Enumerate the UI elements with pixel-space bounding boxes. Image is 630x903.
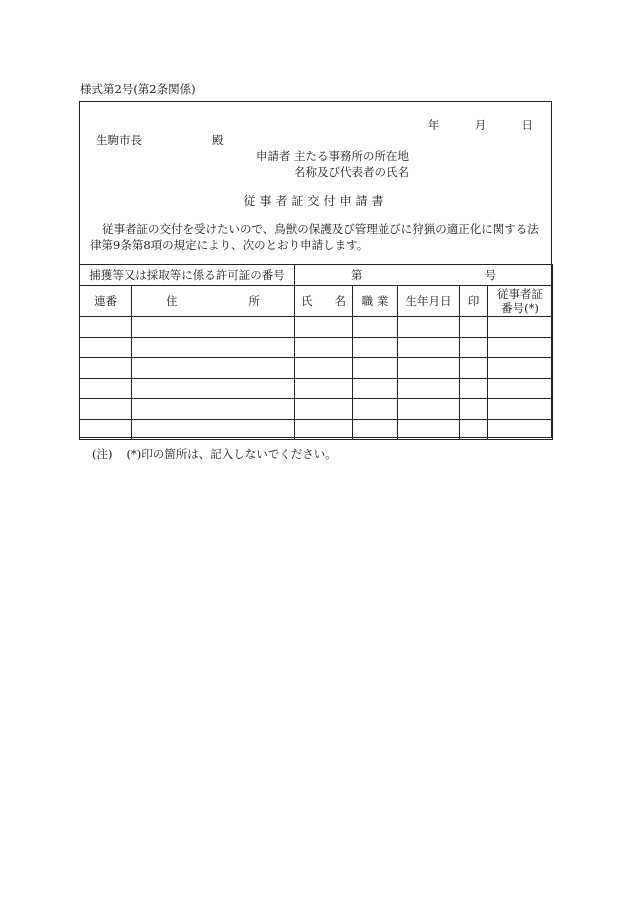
- header-name-char-2: 名: [334, 294, 346, 308]
- date-month-label: 月: [474, 118, 487, 132]
- cell-birthdate[interactable]: [398, 337, 460, 358]
- cell-seal[interactable]: [460, 378, 488, 399]
- applicant-label: 申請者: [256, 149, 291, 163]
- permit-number-label: 捕獲等又は採取等に係る許可証の番号: [80, 265, 295, 286]
- permit-number-prefix: 第: [351, 268, 363, 282]
- cell-address[interactable]: [132, 399, 295, 420]
- header-certificate-number-line-1: 従事者証: [497, 287, 544, 301]
- cell-name[interactable]: [295, 358, 353, 379]
- cell-birthdate[interactable]: [398, 358, 460, 379]
- permit-number-field[interactable]: [295, 265, 553, 286]
- cell-address[interactable]: [132, 337, 295, 358]
- header-certificate-number: [488, 286, 553, 317]
- table-row: [80, 317, 553, 338]
- footnote: [92, 446, 337, 462]
- cell-certificate-number: [488, 317, 553, 338]
- table-row: [80, 358, 553, 379]
- table-body: [80, 317, 553, 440]
- cell-occupation[interactable]: [353, 337, 398, 358]
- date-year-label: 年: [427, 118, 440, 132]
- cell-occupation[interactable]: [353, 399, 398, 420]
- header-address-char-2: 所: [248, 294, 260, 308]
- table-row: [80, 399, 553, 420]
- header-occupation: 職 業: [353, 286, 398, 317]
- cell-occupation[interactable]: [353, 419, 398, 440]
- cell-certificate-number: [488, 399, 553, 420]
- cell-serial[interactable]: [80, 419, 132, 440]
- header-address-char-1: 住: [166, 294, 178, 308]
- footnote-label: (注): [92, 447, 113, 461]
- cell-certificate-number: [488, 337, 553, 358]
- cell-serial[interactable]: [80, 317, 132, 338]
- cell-address[interactable]: [132, 358, 295, 379]
- cell-birthdate[interactable]: [398, 378, 460, 399]
- applicant-office-address-label: 主たる事務所の所在地: [294, 149, 409, 163]
- permit-number-row: [80, 265, 553, 286]
- cell-certificate-number: [488, 378, 553, 399]
- cell-seal[interactable]: [460, 337, 488, 358]
- addressee-name: 生駒市長: [96, 133, 142, 147]
- addressee-honorific: 殿: [212, 133, 224, 147]
- applicant-representative-label: 名称及び代表者の氏名: [294, 165, 409, 179]
- applicant-block: [256, 148, 409, 180]
- table-row: [80, 419, 553, 440]
- cell-occupation[interactable]: [353, 358, 398, 379]
- cell-seal[interactable]: [460, 317, 488, 338]
- header-certificate-number-line-2: 番号(*): [501, 301, 539, 315]
- table-header-row: [80, 286, 553, 317]
- cell-address[interactable]: [132, 419, 295, 440]
- cell-certificate-number: [488, 419, 553, 440]
- table-row: [80, 337, 553, 358]
- addressee-line: [96, 132, 224, 148]
- cell-serial[interactable]: [80, 378, 132, 399]
- header-name-char-1: 氏: [301, 294, 313, 308]
- cell-birthdate[interactable]: [398, 419, 460, 440]
- header-birthdate: 生年月日: [398, 286, 460, 317]
- cell-name[interactable]: [295, 337, 353, 358]
- cell-serial[interactable]: [80, 337, 132, 358]
- cell-certificate-number: [488, 358, 553, 379]
- header-name: [295, 286, 353, 317]
- cell-serial[interactable]: [80, 358, 132, 379]
- cell-occupation[interactable]: [353, 317, 398, 338]
- cell-birthdate[interactable]: [398, 317, 460, 338]
- cell-name[interactable]: [295, 378, 353, 399]
- cell-address[interactable]: [132, 378, 295, 399]
- header-seal: 印: [460, 286, 488, 317]
- cell-address[interactable]: [132, 317, 295, 338]
- footnote-text: (*)印の箇所は、記入しないでください。: [126, 447, 337, 461]
- application-statement: 従事者証の交付を受けたいので、鳥獣の保護及び管理並びに狩猟の適正化に関する法律第9条第8項の規定により、次のとおり申請します。: [90, 222, 539, 252]
- cell-seal[interactable]: [460, 358, 488, 379]
- table-row: [80, 378, 553, 399]
- application-form-frame: [79, 101, 552, 438]
- cell-name[interactable]: [295, 419, 353, 440]
- date-line: [428, 117, 533, 133]
- cell-occupation[interactable]: [353, 378, 398, 399]
- header-address: [132, 286, 295, 317]
- cell-serial[interactable]: [80, 399, 132, 420]
- permit-number-suffix: 号: [484, 268, 497, 282]
- form-number-label: 様式第2号(第2条関係): [80, 82, 196, 96]
- date-day-label: 日: [521, 118, 533, 132]
- document-title: 従事者証交付申請書: [243, 194, 388, 208]
- cell-seal[interactable]: [460, 399, 488, 420]
- cell-name[interactable]: [295, 399, 353, 420]
- cell-birthdate[interactable]: [398, 399, 460, 420]
- applicant-table: [79, 264, 553, 440]
- cell-seal[interactable]: [460, 419, 488, 440]
- header-serial: 連番: [80, 286, 132, 317]
- cell-name[interactable]: [295, 317, 353, 338]
